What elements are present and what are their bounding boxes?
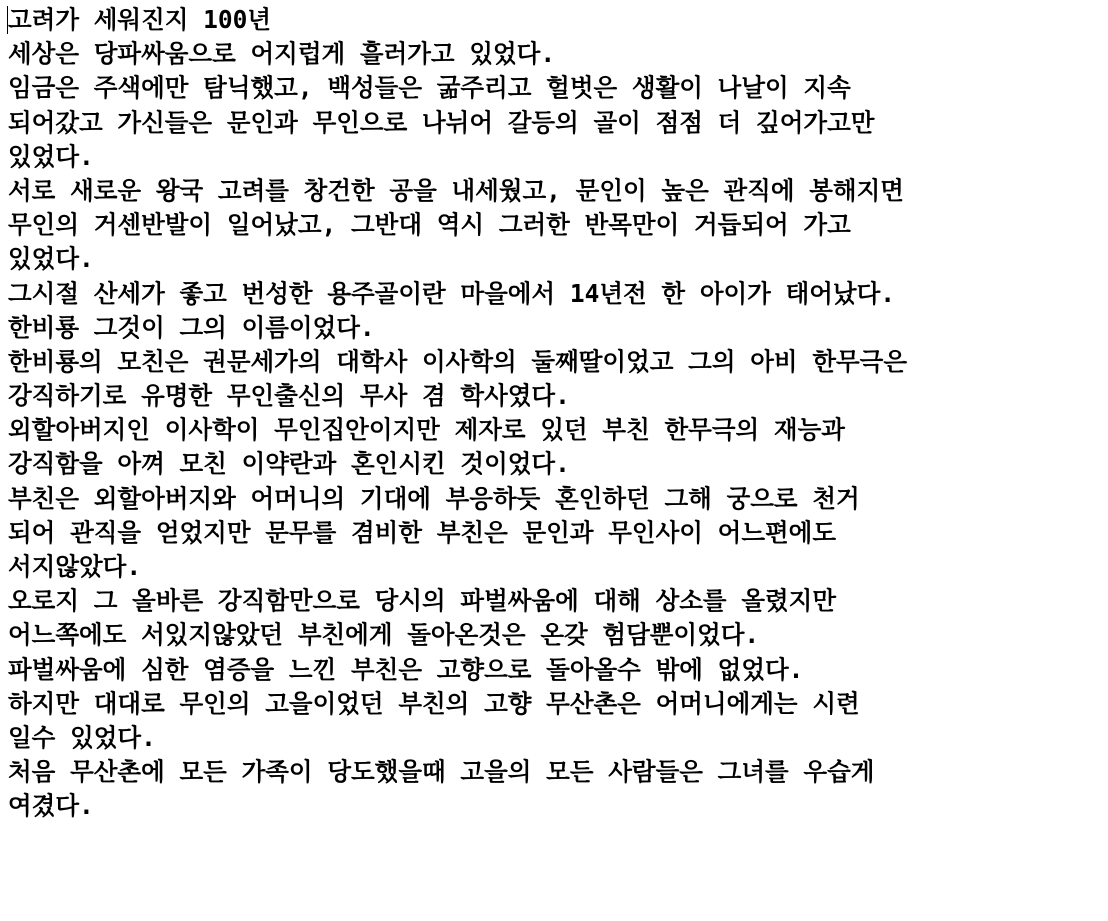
text-line: 서지않았다. <box>8 552 142 581</box>
text-line: 파벌싸움에 심한 염증을 느낀 부친은 고향으로 돌아올수 밖에 없었다. <box>8 654 804 684</box>
text-line: 한비룡 그것이 그의 이름이었다. <box>8 312 375 342</box>
text-line: 한비룡의 모친은 권문세가의 대학사 이사학의 둘째딸이었고 그의 아비 한무극은 <box>8 346 908 376</box>
text-line: 처음 무산촌에 모든 가족이 당도했을때 고을의 모든 사람들은 그녀를 우습게 <box>8 757 875 787</box>
text-line: 고려가 세워진지 100년 <box>8 5 272 34</box>
text-line: 강직함을 아껴 모친 이약란과 혼인시킨 것이었다. <box>8 449 570 479</box>
text-line: 있었다. <box>8 141 94 171</box>
text-line: 어느쪽에도 서있지않았던 부친에게 돌아온것은 온갖 험담뿐이었다. <box>8 620 760 650</box>
text-line: 무인의 거센반발이 일어났고, 그반대 역시 그러한 반목만이 거듭되어 가고 <box>8 210 851 240</box>
text-line: 일수 있었다. <box>8 722 156 752</box>
text-line: 되어 관직을 얻었지만 문무를 겸비한 부친은 문인과 무인사이 어느편에도 <box>8 517 837 547</box>
text-line: 되어갔고 가신들은 문인과 무인으로 나뉘어 갈등의 골이 점점 더 깊어가고만 <box>8 107 875 137</box>
text-line: 임금은 주색에만 탐닉했고, 백성들은 굶주리고 헐벗은 생활이 나날이 지속 <box>8 73 851 103</box>
text-line: 서로 새로운 왕국 고려를 창건한 공을 내세웠고, 문인이 높은 관직에 봉해지면 <box>8 175 904 205</box>
text-line: 그시절 산세가 좋고 번성한 용주골이란 마을에서 14년전 한 아이가 태어났다. <box>8 278 896 308</box>
text-cursor <box>7 6 8 34</box>
text-line: 부친은 외할아버지와 어머니의 기대에 부응하듯 혼인하던 그해 궁으로 천거 <box>8 483 860 513</box>
text-line: 하지만 대대로 무인의 고을이었던 부친의 고향 무산촌은 어머니에게는 시련 <box>8 688 860 718</box>
text-line: 세상은 당파싸움으로 어지럽게 흘러가고 있었다. <box>8 39 556 69</box>
text-line: 여겼다. <box>8 791 94 821</box>
text-line: 외할아버지인 이사학이 무인집안이지만 제자로 있던 부친 한무극의 재능과 <box>8 415 845 445</box>
text-line: 강직하기로 유명한 무인출신의 무사 겸 학사였다. <box>8 381 570 411</box>
text-line: 있었다. <box>8 244 94 274</box>
text-line: 오로지 그 올바른 강직함만으로 당시의 파벌싸움에 대해 상소를 올렸지만 <box>8 586 837 616</box>
